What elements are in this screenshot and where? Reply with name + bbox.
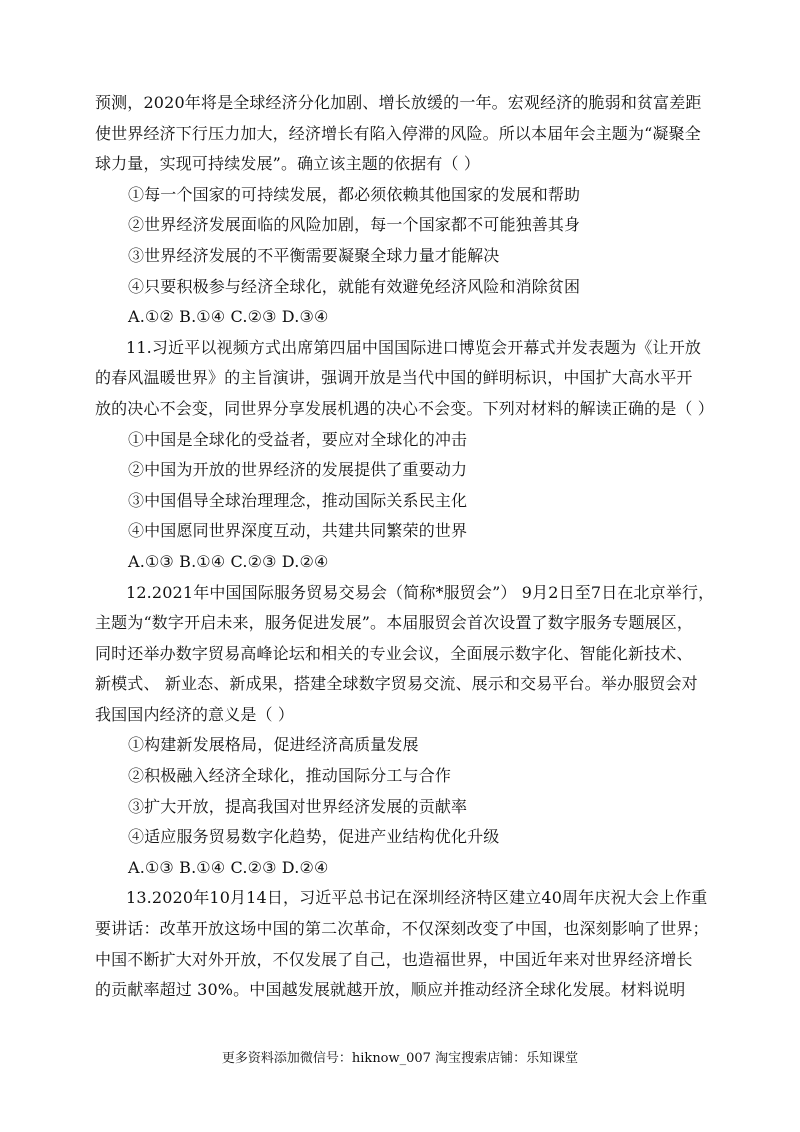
page-footer: 更多资料添加微信号：hiknow_007 淘宝搜索店铺：乐知课堂 — [221, 1051, 579, 1066]
q12-option-4: ④适应服务贸易数字化趋势，促进产业结构优化升级 — [128, 827, 500, 847]
q13-stem-line-2: 要讲话：改革开放这场中国的第二次革命，不仅深刻改变了中国，也深刻影响了世界； — [95, 919, 709, 939]
q11-option-1: ①中国是全球化的受益者，要应对全球化的冲击 — [128, 429, 468, 449]
q12-stem-line-4: 新模式、 新业态、新成果，搭建全球数字贸易交流、展示和交易平台。举办服贸会对 — [95, 674, 698, 694]
q10-option-1: ①每一个国家的可持续发展，都必须依赖其他国家的发展和帮助 — [128, 184, 581, 204]
q13-stem-line-1: 13.2020年10月14日，习近平总书记在深圳经济特区建立40周年庆祝大会上作重 — [126, 888, 708, 908]
q11-option-3: ③中国倡导全球治理理念，推动国际关系民主化 — [128, 490, 468, 510]
q12-option-3: ③扩大开放，提高我国对世界经济发展的贡献率 — [128, 796, 468, 816]
q11-choices: A.①③ B.①④ C.②③ D.②④ — [128, 551, 329, 571]
q12-stem-line-1: 12.2021年中国国际服务贸易交易会（简称*服贸会”） 9月2日至7日在北京举行， — [126, 582, 715, 602]
intro-line-2: 使世界经济下行压力加大，经济增长有陷入停滞的风险。所以本届年会主题为“凝聚全 — [95, 123, 701, 143]
intro-line-3: 球力量，实现可持续发展”。确立该主题的依据有（ ） — [95, 154, 481, 174]
q11-option-2: ②中国为开放的世界经济的发展提供了重要动力 — [128, 460, 468, 480]
q12-stem-line-3: 同时还举办数字贸易高峰论坛和相关的专业会议，全面展示数字化、智能化新技术、 — [95, 643, 693, 663]
q11-stem-line-1: 11.习近平以视频方式出席第四届中国国际进口博览会开幕式并发表题为《让开放 — [126, 337, 701, 357]
intro-line-1: 预测，2020年将是全球经济分化加剧、增长放缓的一年。宏观经济的脆弱和贫富差距 — [95, 93, 702, 112]
q12-stem-line-5: 我国国内经济的意义是（ ） — [95, 704, 295, 724]
q13-stem-line-4: 的贡献率超过 30%。中国越发展就越开放，顺应并推动经济全球化发展。材料说明 — [95, 980, 686, 1000]
q10-option-4: ④只要积极参与经济全球化，就能有效避免经济风险和消除贫困 — [128, 276, 581, 296]
q13-stem-line-3: 中国不断扩大对外开放，不仅发展了自己，也造福世界，中国近年来对世界经济增长 — [95, 949, 693, 969]
q10-choices: A.①② B.①④ C.②③ D.③④ — [128, 307, 329, 327]
q11-option-4: ④中国愿同世界深度互动，共建共同繁荣的世界 — [128, 521, 468, 541]
q12-stem-line-2: 主题为“数字开启未来，服务促进发展”。本届服贸会首次设置了数字服务专题展区， — [95, 613, 694, 633]
q10-option-3: ③世界经济发展的不平衡需要凝聚全球力量才能解决 — [128, 245, 500, 265]
q11-stem-line-3: 放的决心不会变，同世界分享发展机遇的决心不会变。下列对材料的解读正确的是（ ） — [95, 398, 714, 418]
q11-stem-line-2: 的春风温暖世界》的主旨演讲，强调开放是当代中国的鲜明标识，中国扩大高水平开 — [95, 368, 693, 388]
q10-option-2: ②世界经济发展面临的风险加剧，每一个国家都不可能独善其身 — [128, 215, 581, 235]
q12-choices: A.①③ B.①④ C.②③ D.②④ — [128, 857, 329, 877]
q12-option-1: ①构建新发展格局，促进经济高质量发展 — [128, 735, 419, 755]
q12-option-2: ②积极融入经济全球化，推动国际分工与合作 — [128, 766, 452, 786]
question-content — [95, 88, 717, 1006]
